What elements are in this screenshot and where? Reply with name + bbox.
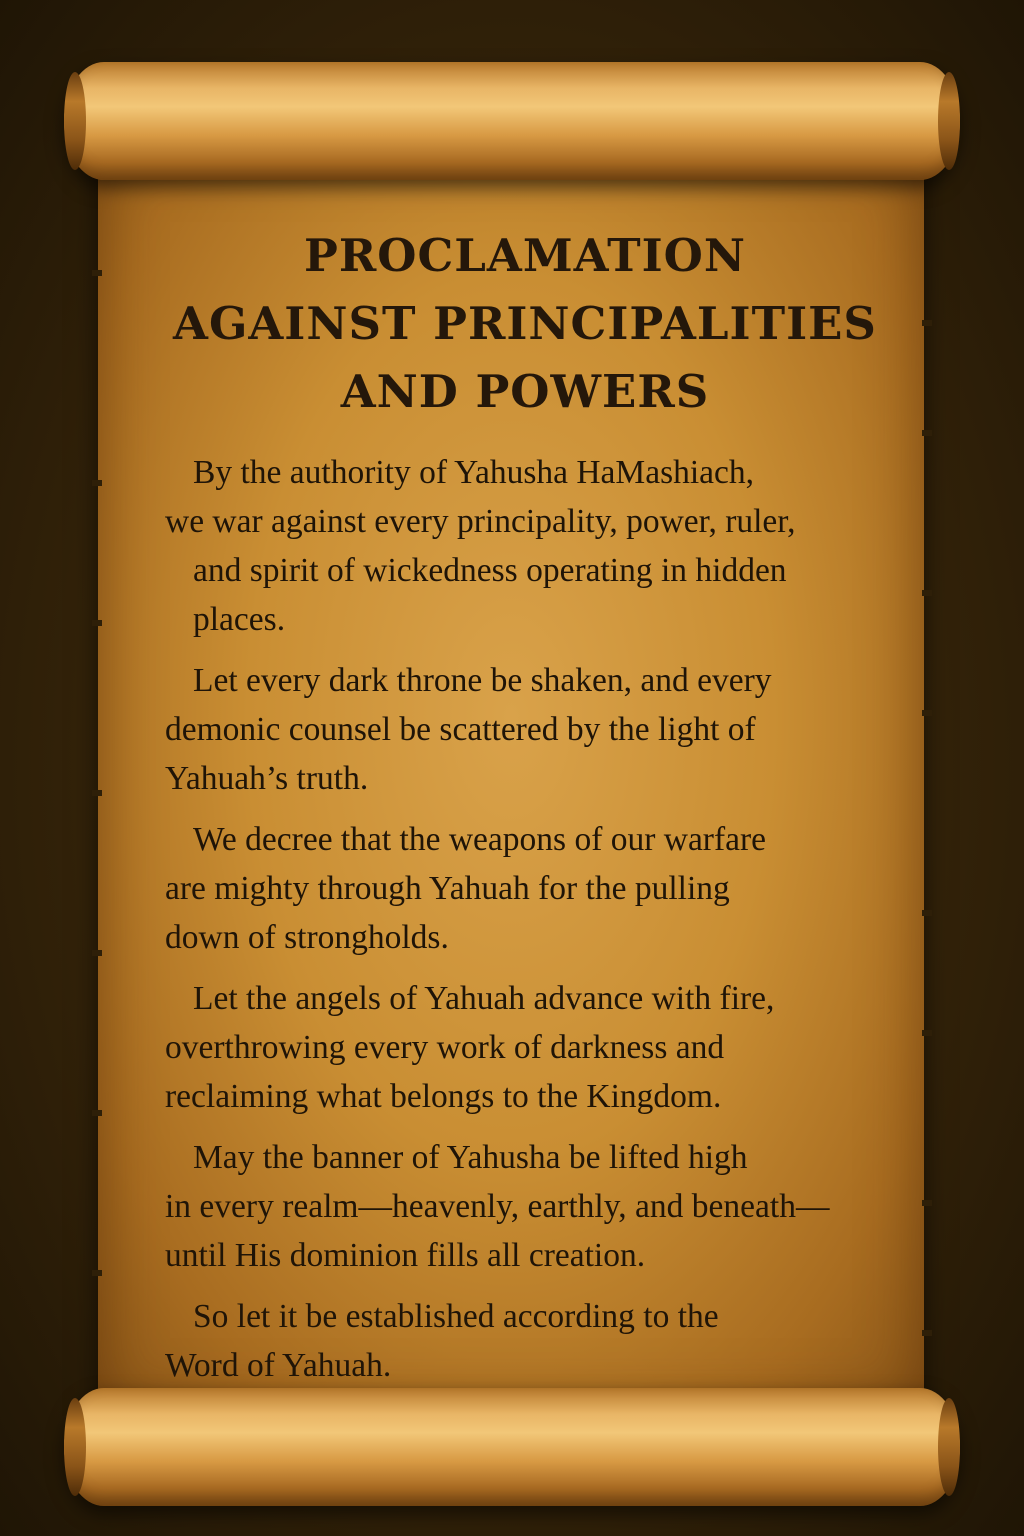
title-line: PROCLAMATION — [304, 229, 746, 282]
paragraph-line: So let it be established according to the — [193, 1298, 719, 1335]
parchment-right-edge — [918, 150, 928, 1410]
top-roll-left-cap — [64, 72, 86, 170]
paragraph-line: Let every dark throne be shaken, and every — [193, 662, 772, 699]
paragraph-authority — [165, 448, 885, 644]
paragraph-line: By the authority of Yahusha HaMashiach, — [193, 454, 755, 491]
bottom-roll-right-cap — [938, 1398, 960, 1496]
bottom-roll-left-cap — [64, 1398, 86, 1496]
paragraph-line: until His dominion fills all creation. — [165, 1237, 646, 1274]
proclamation-title — [165, 222, 885, 426]
paragraph-line: We decree that the weapons of our warfare — [193, 821, 767, 858]
paragraph-line: overthrowing every work of darkness and — [165, 1029, 725, 1066]
title-line: AND POWERS — [340, 365, 710, 418]
top-scroll-roll — [64, 62, 960, 180]
paragraph-line: and spirit of wickedness operating in hidden — [193, 552, 787, 589]
paragraph-line: reclaiming what belongs to the Kingdom. — [165, 1078, 722, 1115]
paragraph-line: places. — [193, 601, 286, 638]
paragraph-line: Word of Yahuah. — [165, 1347, 392, 1384]
proclamation-content — [165, 222, 885, 1402]
paragraph-line: are mighty through Yahuah for the pulling — [165, 870, 730, 907]
paragraph-line: May the banner of Yahusha be lifted high — [193, 1139, 748, 1176]
parchment-left-edge — [92, 150, 102, 1410]
paragraph-established — [165, 1292, 885, 1390]
paragraph-weapons — [165, 815, 885, 962]
top-roll-right-cap — [938, 72, 960, 170]
paragraph-line: in every realm—heavenly, earthly, and beneath— — [165, 1188, 830, 1225]
bottom-scroll-roll — [64, 1388, 960, 1506]
paragraph-angels — [165, 974, 885, 1121]
paragraph-line: we war against every principality, power, ruler, — [165, 503, 796, 540]
paragraph-dark-throne — [165, 656, 885, 803]
title-line: AGAINST PRINCIPALITIES — [173, 297, 877, 350]
paragraph-line: demonic counsel be scattered by the light of — [165, 711, 756, 748]
paragraph-banner — [165, 1133, 885, 1280]
paragraph-line: Yahuah’s truth. — [165, 760, 369, 797]
paragraph-line: down of strongholds. — [165, 919, 449, 956]
paragraph-line: Let the angels of Yahuah advance with fire, — [193, 980, 775, 1017]
